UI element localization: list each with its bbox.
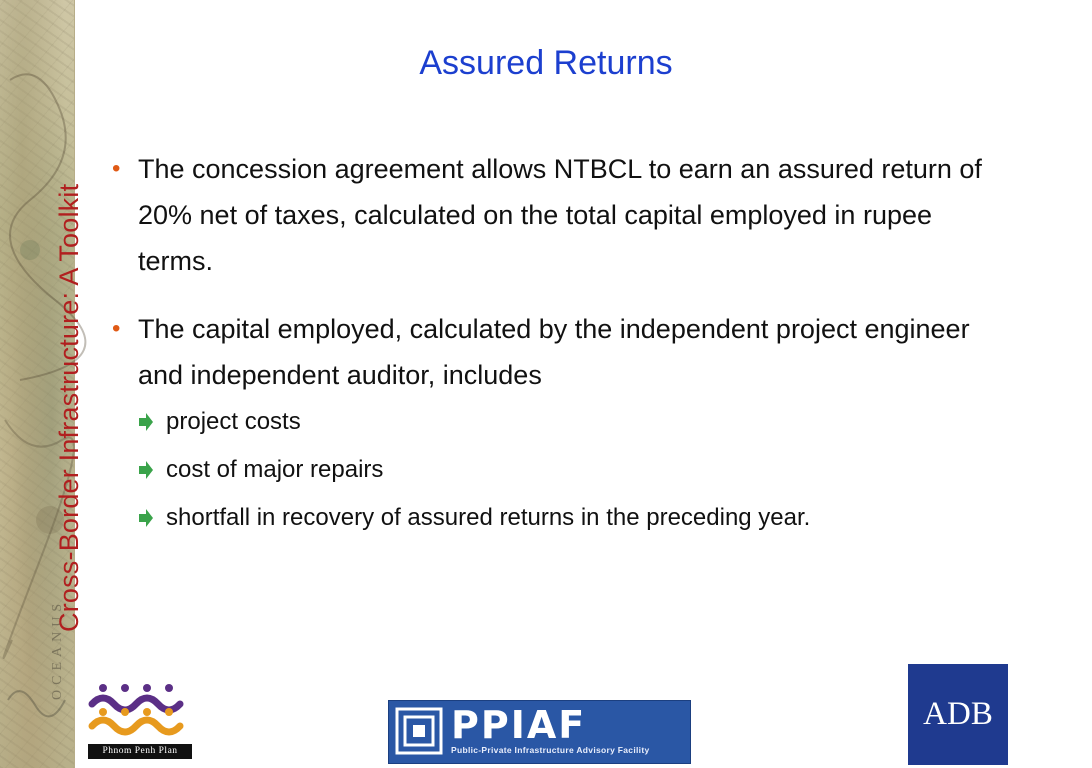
- ppiaf-wordmark: PPIAF: [451, 703, 587, 747]
- adb-logo: ADB: [908, 664, 1008, 765]
- ppiaf-logo: [388, 700, 691, 764]
- bullet-text: The capital employed, calculated by the independent project engineer and independent auditor, includes: [138, 314, 970, 390]
- sub-bullet-text: project costs: [166, 408, 301, 435]
- sub-bullet-text: cost of major repairs: [166, 456, 384, 483]
- slide-title: Assured Returns: [419, 44, 673, 82]
- sub-bullet-list: [138, 402, 990, 538]
- ppiaf-tagline: Public-Private Infrastructure Advisory Facility: [451, 745, 650, 755]
- sub-bullet-text: shortfall in recovery of assured returns in the preceding year.: [166, 504, 811, 531]
- bullet-item: [110, 146, 990, 284]
- map-caption: OCEANUS: [50, 598, 65, 700]
- bullet-item: [110, 306, 990, 538]
- ppiaf-mark-icon: [395, 707, 443, 755]
- sidebar-title: Cross-Border Infrastructure: A Toolkit: [54, 183, 84, 632]
- sub-bullet-item: [138, 450, 990, 490]
- arrow-right-icon: [138, 450, 154, 490]
- arrow-right-icon: [138, 402, 154, 442]
- bullet-list: [110, 146, 990, 560]
- sub-bullet-item: [138, 498, 990, 538]
- arrow-right-icon: [138, 498, 154, 538]
- bullet-icon: •: [112, 155, 121, 182]
- map-sidebar: [0, 0, 84, 768]
- sub-bullet-item: [138, 402, 990, 442]
- bullet-icon: •: [112, 315, 121, 342]
- bullet-text: The concession agreement allows NTBCL to earn an assured return of 20% net of taxes, calculated on the total capital employed in rupee terms.: [138, 154, 982, 276]
- phnom-penh-plan-label: Phnom Penh Plan: [88, 744, 192, 759]
